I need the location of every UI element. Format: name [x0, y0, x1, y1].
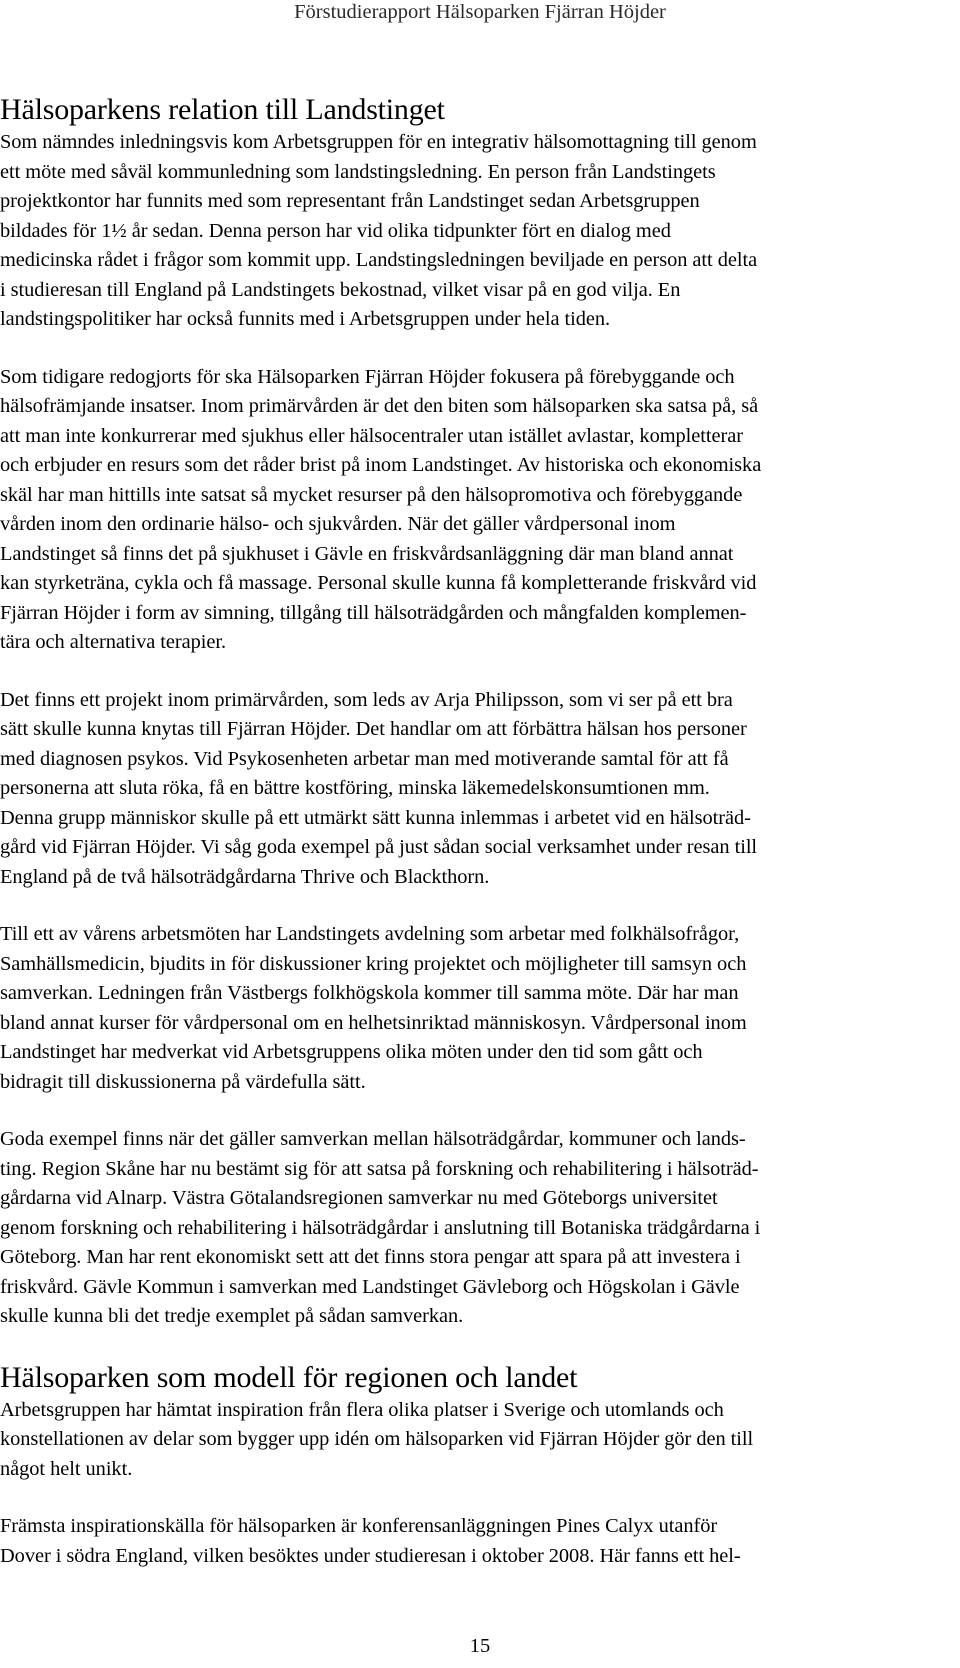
text-line: medicinska rådet i frågor som kommit upp. Landstingsledningen beviljade en person att delta [0, 249, 758, 271]
text-line: något helt unikt. [0, 1457, 133, 1480]
text-line: gårdarna vid Alnarp. Västra Götalandsregionen samverkar nu med Göteborgs universitet [0, 1187, 718, 1209]
text-line: Som tidigare redogjorts för ska Hälsoparken Fjärran Höjder fokusera på förebyggande och [0, 365, 735, 388]
paragraph [0, 128, 960, 335]
text-line: Som nämndes inledningsvis kom Arbetsgruppen för en integrativ hälsomottagning till genom [0, 131, 757, 153]
text-line: att man inte konkurrerar med sjukhus eller hälsocentraler utan istället avlastar, kompletterar [0, 424, 743, 447]
text-line: gård vid Fjärran Höjder. Vi såg goda exempel på just sådan social verksamhet under resan till [0, 836, 758, 858]
text-line: i studieresan till England på Landstingets bekostnad, vilket visar på en god vilja. En [0, 278, 681, 301]
text-line: ett möte med såväl kommunledning som landstingsledning. En person från Landstingets [0, 160, 716, 183]
text-line: ting. Region Skåne har nu bestämt sig för att satsa på forskning och rehabilitering i hälsoträd- [0, 1157, 759, 1180]
text-line: bildades för 1½ år sedan. Denna person har vid olika tidpunkter fört en dialog med [0, 219, 671, 242]
paragraph [0, 363, 960, 658]
paragraph [0, 920, 960, 1097]
paragraph [0, 1512, 960, 1571]
paragraph [0, 1125, 960, 1332]
text-line: skäl har man hittills inte satsat så mycket resurser på den hälsopromotiva och förebyggande [0, 483, 743, 506]
text-line: Denna grupp människor skulle på ett utmärkt sätt kunna inlemmas i arbetet vid en hälsoträd- [0, 806, 751, 829]
paragraph [0, 1396, 960, 1485]
document-body [0, 92, 960, 1599]
text-line: Det finns ett projekt inom primärvården, som leds av Arja Philipsson, som vi ser på ett bra [0, 688, 733, 711]
page-number: 15 [469, 1635, 491, 1657]
text-line: genom forskning och rehabilitering i hälsoträdgårdar i anslutning till Botaniska trädgårdarna i [0, 1216, 761, 1239]
text-line: tära och alternativa terapier. [0, 631, 227, 653]
text-line: Goda exempel finns när det gäller samverkan mellan hälsoträdgårdar, kommuner och lands- [0, 1128, 746, 1150]
running-header: Förstudierapport Hälsoparken Fjärran Höjder [294, 1, 666, 23]
text-line: Arbetsgruppen har hämtat inspiration från flera olika platser i Sverige och utomlands och [0, 1398, 724, 1421]
text-line: bland annat kurser för vårdpersonal om en helhetsinriktad människosyn. Vårdpersonal inom [0, 1011, 747, 1034]
text-line: skulle kunna bli det tredje exemplet på sådan samverkan. [0, 1305, 464, 1327]
text-line: projektkontor har funnits med som representant från Landstinget sedan Arbetsgruppen [0, 190, 700, 212]
text-line: England på de två hälsoträdgårdarna Thrive och Blackthorn. [0, 865, 490, 888]
text-line: Fjärran Höjder i form av simning, tillgång till hälsoträdgården och mångfalden komplemen- [0, 601, 747, 624]
text-line: konstellationen av delar som bygger upp idén om hälsoparken vid Fjärran Höjder gör den till [0, 1428, 754, 1450]
text-line: vården inom den ordinarie hälso- och sjukvården. När det gäller vårdpersonal inom [0, 513, 676, 535]
text-line: Landstinget har medverkat vid Arbetsgruppens olika möten under den tid som gått och [0, 1041, 703, 1063]
text-line: personerna att sluta röka, få en bättre kostföring, minska läkemedelskonsumtionen mm. [0, 777, 710, 799]
text-line: Göteborg. Man har rent ekonomiskt sett att det finns stora pengar att spara på att investera i [0, 1246, 741, 1268]
text-line: Samhällsmedicin, bjudits in för diskussioner kring projektet och möjligheter till samsyn och [0, 952, 747, 975]
text-line: med diagnosen psykos. Vid Psykosenheten arbetar man med motiverande samtal för att få [0, 747, 729, 770]
text-line: bidragit till diskussionerna på värdefulla sätt. [0, 1070, 366, 1093]
text-line: friskvård. Gävle Kommun i samverkan med Landstinget Gävleborg och Högskolan i Gävle [0, 1275, 740, 1298]
paragraph [0, 686, 960, 893]
text-line: och erbjuder en resurs som det råder brist på inom Landstinget. Av historiska och ekonomiska [0, 454, 762, 476]
text-line: kan styrketräna, cykla och få massage. Personal skulle kunna få kompletterande friskvård vid [0, 572, 757, 594]
text-line: Främsta inspirationskälla för hälsoparken är konferensanläggningen Pines Calyx utanför [0, 1515, 718, 1537]
section-heading: Hälsoparken som modell för regionen och landet [0, 1360, 578, 1394]
text-line: Landstinget så finns det på sjukhuset i Gävle en friskvårdsanläggning där man bland annat [0, 542, 734, 565]
text-line: sätt skulle kunna knytas till Fjärran Höjder. Det handlar om att förbättra hälsan hos personer [0, 718, 747, 740]
text-line: Till ett av vårens arbetsmöten har Landstingets avdelning som arbetar med folkhälsofrågor, [0, 923, 740, 945]
text-line: Dover i södra England, vilken besöktes under studieresan i oktober 2008. Här fanns ett hel- [0, 1544, 741, 1567]
text-line: samverkan. Ledningen från Västbergs folkhögskola kommer till samma möte. Där har man [0, 982, 739, 1004]
section-heading: Hälsoparkens relation till Landstinget [0, 93, 445, 126]
text-line: hälsofrämjande insatser. Inom primärvården är det den biten som hälsoparken ska satsa på, så [0, 395, 759, 417]
text-line: landstingspolitiker har också funnits med i Arbetsgruppen under hela tiden. [0, 308, 611, 330]
